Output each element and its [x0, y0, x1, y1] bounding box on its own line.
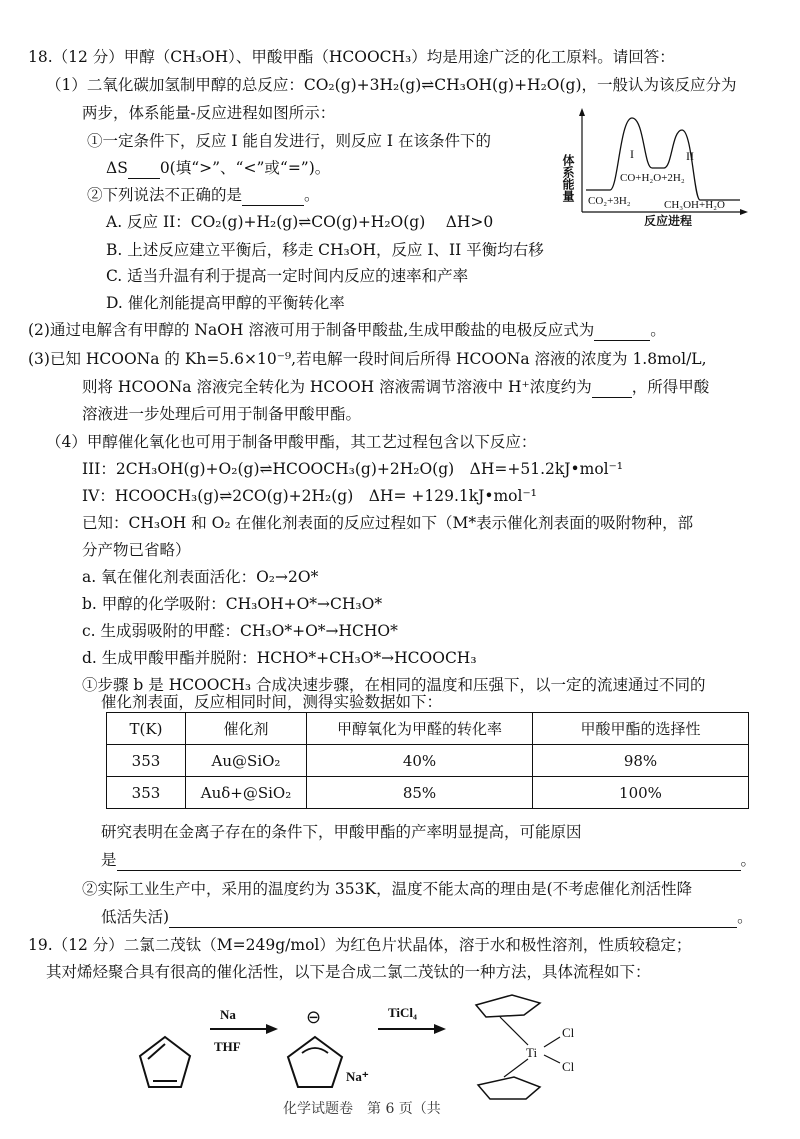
- table-row: [107, 745, 749, 777]
- answer-blank-part3[interactable]: [592, 377, 632, 398]
- table-cell: 98%: [533, 745, 749, 777]
- q18-part1-line2: 两步，体系能量-反应进程如图所示：: [82, 104, 336, 122]
- option-d: D. 催化剂能提高甲醇的平衡转化率: [106, 294, 345, 312]
- table-header-row: [107, 713, 749, 745]
- research-line2: [101, 850, 756, 871]
- table-cell: Au@SiO₂: [186, 745, 307, 777]
- titanium-atom: Ti: [526, 1045, 538, 1060]
- option-b: B. 上述反应建立平衡后，移走 CH₃OH，反应 I、II 平衡均右移: [106, 241, 544, 259]
- ring-double-bond-2: [148, 1044, 165, 1059]
- sub1-hint: 0(填“>”、“<”或“=”)。: [159, 159, 331, 177]
- q42-text: 低活失活): [101, 908, 170, 926]
- cyclopentadienyl-anion-ring: [288, 1037, 342, 1087]
- reagent-ticl4: TiCl₄: [388, 1005, 417, 1020]
- intermediate-label: CO+H₂O+2H₂: [620, 172, 685, 184]
- research-period: 。: [740, 851, 757, 869]
- sub2-text: ②下列说法不正确的是: [87, 186, 243, 204]
- step-d: d. 生成甲酸甲酯并脱附：HCHO*+CH₃O*→HCOOCH₃: [82, 649, 477, 667]
- anion-delocalization-arc: [302, 1048, 328, 1053]
- table-cell: 353: [107, 777, 186, 809]
- q18-title: 18.（12 分）甲醇（CH₃OH）、甲酸甲酯（HCOOCH₃）均是用途广泛的化工原料。请回答：: [28, 48, 675, 66]
- sodium-cation: Na⁺: [346, 1069, 369, 1084]
- table-cell: 40%: [307, 745, 533, 777]
- step-c: c. 生成弱吸附的甲醛：CH₃O*+O*→HCHO*: [82, 622, 398, 640]
- cp-ring-bottom: [478, 1077, 540, 1099]
- answer-blank-part2[interactable]: [594, 320, 650, 341]
- ti-cl-bond-2: [544, 1055, 560, 1063]
- q18-part4-line1: （4）甲醇催化氧化也可用于制备甲酸甲酯，其工艺过程包含以下反应：: [46, 433, 537, 451]
- peak-label-I: I: [630, 147, 634, 161]
- table-header-cell: 催化剂: [186, 713, 307, 745]
- table-row: [107, 777, 749, 809]
- ti-cl-bond-1: [544, 1037, 560, 1047]
- negative-charge-icon: ⊖: [306, 1007, 322, 1027]
- q18-sub1-line2: [106, 158, 330, 179]
- delta-s: ΔS: [106, 159, 128, 177]
- q42-line1: ②实际工业生产中，采用的温度约为 353K，温度不能太高的理由是(不考虑催化剂活性降: [82, 880, 693, 898]
- q18-part3-line1: (3)已知 HCOONa 的 Kh=5.6×10⁻⁹,若电解一段时间后所得 HCOONa 溶液的浓度为 1.8mol/L,: [28, 350, 707, 368]
- end-label: CH₃OH+H₂O: [664, 199, 725, 211]
- sub2-end: 。: [304, 186, 320, 204]
- step-a: a. 氧在催化剂表面活化：O₂→2O*: [82, 568, 319, 586]
- reagent-na: Na: [220, 1007, 236, 1022]
- energy-ylabel: 体系能量: [561, 154, 575, 202]
- q41-line1: ①步骤 b 是 HCOOCH₃ 合成决速步骤，在相同的温度和压强下，以一定的流速通过不同的: [82, 676, 706, 694]
- part2-end: 。: [650, 321, 666, 339]
- ti-cp-bond-bottom: [504, 1059, 528, 1077]
- arrow-head-1-icon: [266, 1024, 278, 1034]
- research-line1: 研究表明在金离子存在的条件下，甲酸甲酯的产率明显提高，可能原因: [101, 823, 582, 841]
- q19-line2: 其对烯烃聚合具有很高的催化活性，以下是合成二氯二茂钛的一种方法，具体流程如下：: [46, 963, 651, 981]
- reaction-III: III：2CH₃OH(g)+O₂(g)⇌HCOOCH₃(g)+2H₂O(g) ΔH=+51.2kJ•mol⁻¹: [82, 460, 624, 478]
- answer-blank-sub2[interactable]: [242, 185, 304, 206]
- option-c: C. 适当升温有利于提高一定时间内反应的速率和产率: [106, 267, 469, 285]
- energy-xlabel: 反应进程: [644, 214, 693, 226]
- step-b: b. 甲醇的化学吸附：CH₃OH+O*→CH₃O*: [82, 595, 383, 613]
- answer-blank-research[interactable]: [117, 850, 741, 871]
- reaction-IV: IV：HCOOCH₃(g)⇌2CO(g)+2H₂(g) ΔH= +129.1kJ•mol⁻¹: [82, 487, 537, 505]
- table-header-cell: 甲醇氧化为甲醛的转化率: [307, 713, 533, 745]
- chlorine-atom-1: Cl: [562, 1025, 575, 1040]
- energy-diagram: [560, 108, 750, 226]
- q18-part1-line1: （1）二氧化碳加氢制甲醇的总反应：CO₂(g)+3H₂(g)⇌CH₃OH(g)+H₂O(g)，一般认为该反应分为: [46, 76, 737, 94]
- known-line2: 分产物已省略）: [82, 541, 191, 559]
- answer-blank-delta-s[interactable]: [128, 158, 160, 179]
- chlorine-atom-2: Cl: [562, 1059, 575, 1074]
- q18-sub1-line1: ①一定条件下，反应 I 能自发进行，则反应 I 在该条件下的: [87, 132, 491, 150]
- y-axis-arrow-icon: [579, 108, 585, 116]
- cp-ring-top: [476, 995, 540, 1017]
- q18-sub2: [87, 185, 320, 206]
- option-a: A. 反应 II：CO₂(g)+H₂(g)⇌CO(g)+H₂O(g) ΔH>0: [106, 213, 494, 231]
- part2-text: (2)通过电解含有甲醇的 NaOH 溶液可用于制备甲酸盐,生成甲酸盐的电极反应式为: [28, 321, 595, 339]
- arrow-head-2-icon: [434, 1024, 446, 1034]
- ti-cp-bond-top: [500, 1017, 528, 1045]
- catalyst-data-table: [106, 712, 749, 809]
- research-is: 是: [101, 851, 117, 869]
- q42-period: 。: [737, 908, 753, 926]
- part3-text: 则将 HCOONa 溶液完全转化为 HCOOH 溶液需调节溶液中 H⁺浓度约为: [82, 378, 592, 396]
- q19-line1: 19.（12 分）二氯二茂钛（M=249g/mol）为红色片状晶体，溶于水和极性溶剂，性质较稳定；: [28, 936, 692, 954]
- answer-blank-temperature[interactable]: [169, 907, 737, 928]
- solvent-thf: THF: [214, 1039, 241, 1054]
- table-cell: 353: [107, 745, 186, 777]
- q18-part3-line2: [82, 377, 709, 398]
- known-line1: 已知：CH₃OH 和 O₂ 在催化剂表面的反应过程如下（M*表示催化剂表面的吸附物种，部: [82, 514, 694, 532]
- page-footer: 化学试题卷 第 6 页（共: [283, 1101, 441, 1117]
- start-label: CO₂+3H₂: [588, 195, 631, 207]
- table-header-cell: T(K): [107, 713, 186, 745]
- table-cell: 85%: [307, 777, 533, 809]
- part3-post: ，所得甲酸: [631, 378, 710, 396]
- x-axis-arrow-icon: [740, 209, 748, 215]
- table-header-cell: 甲酸甲酯的选择性: [533, 713, 749, 745]
- peak-label-II: II: [686, 149, 694, 163]
- q42-line2: [101, 907, 753, 928]
- q18-part3-line3: 溶液进一步处理后可用于制备甲酸甲酯。: [82, 405, 362, 423]
- table-cell: 100%: [533, 777, 749, 809]
- q41-line2: 催化剂表面，反应相同时间，测得实验数据如下：: [101, 693, 443, 711]
- table-cell: Auδ+@SiO₂: [186, 777, 307, 809]
- energy-curve: [586, 118, 740, 200]
- q18-part2: [28, 320, 666, 341]
